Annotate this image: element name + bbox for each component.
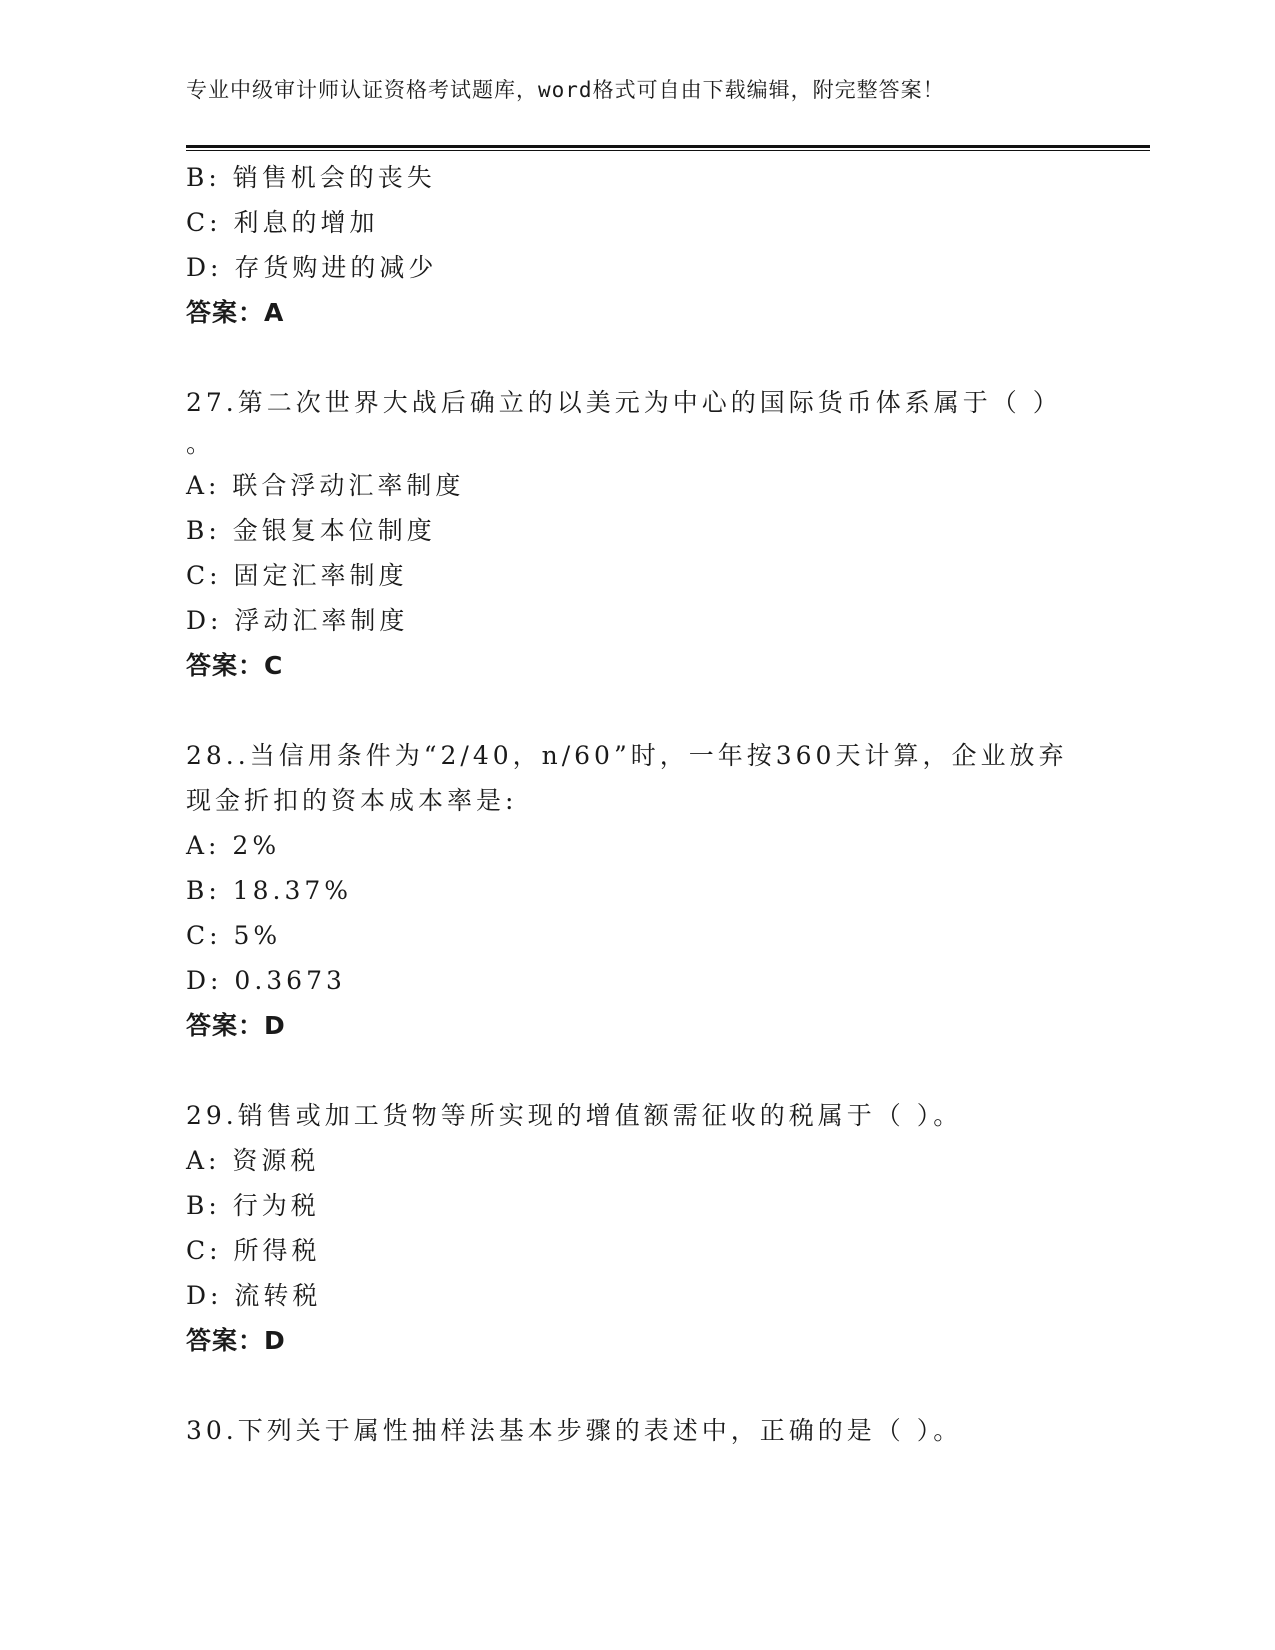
question-stem: 27.第二次世界大战后确立的以美元为中心的国际货币体系属于（ ） (186, 388, 1062, 417)
option-c: C: 固定汇率制度 (186, 561, 408, 590)
page-header: 专业中级审计师认证资格考试题库，word格式可自由下载编辑，附完整答案！ (186, 78, 945, 102)
header-rule-thin (186, 150, 1150, 151)
question-stem-continued: 现金折扣的资本成本率是: (186, 786, 518, 815)
question-stem: 30.下列关于属性抽样法基本步骤的表述中，正确的是（ ）。 (186, 1416, 963, 1445)
answer: 答案：D (186, 1326, 286, 1355)
option-a: A: 2% (186, 831, 281, 860)
option-d: D: 浮动汇率制度 (186, 606, 409, 635)
question-stem: 29.销售或加工货物等所实现的增值额需征收的税属于（ ）。 (186, 1101, 963, 1130)
question-stem: 28..当信用条件为“2/40，n/60”时，一年按360天计算，企业放弃 (186, 741, 1068, 770)
question-list (186, 155, 1086, 1453)
answer: 答案：A (186, 298, 285, 327)
option-d: D: 存货购进的减少 (186, 253, 438, 282)
option-b: B: 金银复本位制度 (186, 516, 436, 545)
question-26 (186, 155, 1086, 335)
option-b: B: 18.37% (186, 876, 353, 905)
option-b: B: 销售机会的丧失 (186, 163, 436, 192)
question-28 (186, 733, 1086, 1048)
question-30 (186, 1408, 1086, 1453)
option-c: C: 利息的增加 (186, 208, 379, 237)
option-d: D: 0.3673 (186, 966, 346, 995)
option-c: C: 5% (186, 921, 282, 950)
header-rule-thick (186, 145, 1150, 148)
question-29 (186, 1093, 1086, 1363)
option-a: A: 联合浮动汇率制度 (186, 471, 465, 500)
option-c: C: 所得税 (186, 1236, 321, 1265)
question-stem-continued: 。 (186, 429, 216, 458)
question-27 (186, 380, 1086, 688)
option-d: D: 流转税 (186, 1281, 322, 1310)
option-a: A: 资源税 (186, 1146, 320, 1175)
option-b: B: 行为税 (186, 1191, 320, 1220)
answer: 答案：D (186, 1011, 286, 1040)
answer: 答案：C (186, 651, 284, 680)
